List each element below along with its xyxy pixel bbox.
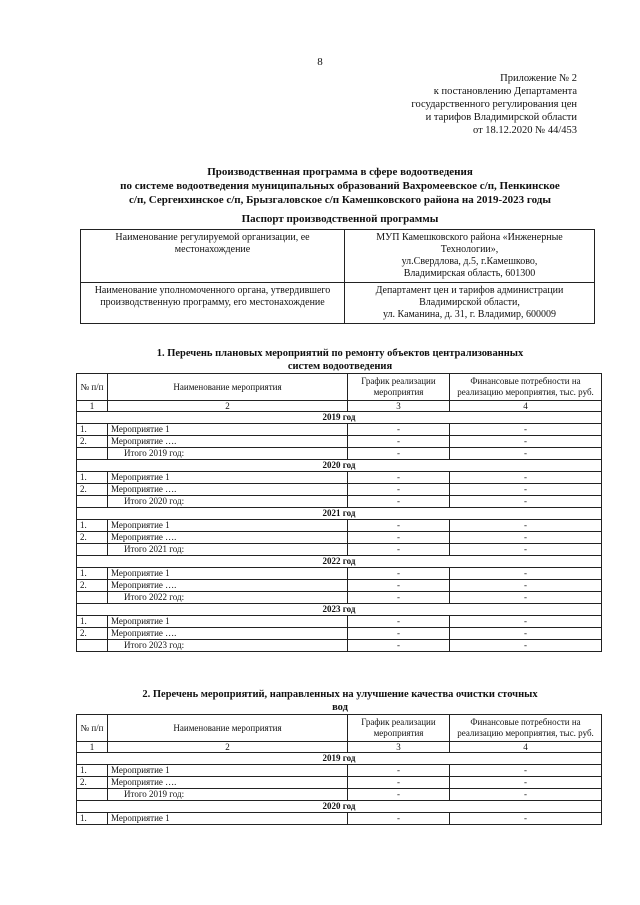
passport-row	[81, 283, 595, 324]
table-row	[77, 520, 602, 532]
activity-schedule: -	[348, 424, 450, 436]
total-row	[77, 640, 602, 652]
activity-finance: -	[450, 628, 602, 640]
row-number: 2.	[77, 532, 108, 544]
total-finance: -	[450, 640, 602, 652]
table-row	[77, 777, 602, 789]
table-row	[77, 532, 602, 544]
total-num-cell	[77, 544, 108, 556]
header-name: Наименование мероприятия	[108, 374, 348, 401]
activity-schedule: -	[348, 436, 450, 448]
activity-name: Мероприятие ….	[108, 532, 348, 544]
activity-name: Мероприятие 1	[108, 472, 348, 484]
activity-name: Мероприятие 1	[108, 568, 348, 580]
passport-value	[345, 283, 595, 324]
activity-finance: -	[450, 472, 602, 484]
document-title	[60, 165, 620, 207]
total-label: Итого 2021 год:	[108, 544, 348, 556]
activity-finance: -	[450, 813, 602, 825]
table-row	[77, 484, 602, 496]
total-schedule: -	[348, 592, 450, 604]
total-label: Итого 2023 год:	[108, 640, 348, 652]
row-number: 1.	[77, 813, 108, 825]
table-row	[77, 436, 602, 448]
passport-value-line: Владимирской области,	[419, 297, 520, 308]
activity-schedule: -	[348, 616, 450, 628]
year-row	[77, 801, 602, 813]
annex-line: и тарифов Владимирской области	[425, 112, 577, 123]
section-1-table	[76, 373, 602, 652]
row-number: 2.	[77, 436, 108, 448]
total-label: Итого 2020 год:	[108, 496, 348, 508]
total-finance: -	[450, 592, 602, 604]
row-number: 1.	[77, 520, 108, 532]
activity-finance: -	[450, 532, 602, 544]
table-header-row	[77, 374, 602, 401]
year-label: 2021 год	[77, 508, 602, 520]
activity-finance: -	[450, 424, 602, 436]
total-num-cell	[77, 592, 108, 604]
header-schedule: График реализации мероприятия	[348, 715, 450, 742]
passport-label: Наименование регулируемой организации, ее местонахождение	[81, 230, 345, 283]
total-schedule: -	[348, 496, 450, 508]
total-label: Итого 2022 год:	[108, 592, 348, 604]
activity-name: Мероприятие 1	[108, 520, 348, 532]
title-line: с/п, Сергеихинское с/п, Брызгаловское с/п Камешковского района на 2019-2023 годы	[129, 194, 551, 206]
year-label: 2020 год	[77, 801, 602, 813]
total-label: Итого 2019 год:	[108, 448, 348, 460]
header-finance: Финансовые потребности на реализацию мероприятия, тыс. руб.	[450, 715, 602, 742]
year-label: 2023 год	[77, 604, 602, 616]
passport-table	[80, 229, 595, 324]
activity-finance: -	[450, 520, 602, 532]
activity-finance: -	[450, 436, 602, 448]
activity-finance: -	[450, 765, 602, 777]
year-label: 2019 год	[77, 753, 602, 765]
title-line: по системе водоотведения муниципальных образований Вахромеевское с/п, Пенкинское	[120, 180, 560, 192]
total-num-cell	[77, 496, 108, 508]
total-row	[77, 448, 602, 460]
activity-finance: -	[450, 484, 602, 496]
section-heading-line: 1. Перечень плановых мероприятий по ремонту объектов централизованных	[156, 348, 524, 359]
activity-schedule: -	[348, 765, 450, 777]
annex-line: Приложение № 2	[500, 73, 577, 84]
year-row	[77, 556, 602, 568]
column-number-row	[77, 742, 602, 753]
header-finance: Финансовые потребности на реализацию мероприятия, тыс. руб.	[450, 374, 602, 401]
total-row	[77, 544, 602, 556]
total-row	[77, 789, 602, 801]
page-number: 8	[317, 56, 323, 68]
row-number: 1.	[77, 424, 108, 436]
row-number: 1.	[77, 472, 108, 484]
year-row	[77, 604, 602, 616]
column-number: 4	[450, 401, 602, 412]
total-schedule: -	[348, 544, 450, 556]
table-header-row	[77, 715, 602, 742]
passport-label: Наименование уполномоченного органа, утвердившего производственную программу, его местонахождение	[81, 283, 345, 324]
header-schedule: График реализации мероприятия	[348, 374, 450, 401]
year-row	[77, 508, 602, 520]
passport-title: Паспорт производственной программы	[241, 213, 439, 225]
table-row	[77, 628, 602, 640]
activity-schedule: -	[348, 568, 450, 580]
passport-value-line: ул.Свердлова, д.5, г.Камешково,	[401, 256, 538, 267]
activity-name: Мероприятие ….	[108, 628, 348, 640]
row-number: 1.	[77, 616, 108, 628]
column-number: 1	[77, 401, 108, 412]
activity-schedule: -	[348, 813, 450, 825]
total-row	[77, 496, 602, 508]
row-number: 2.	[77, 580, 108, 592]
activity-finance: -	[450, 580, 602, 592]
year-label: 2020 год	[77, 460, 602, 472]
passport-value-line: Департамент цен и тарифов администрации	[375, 285, 564, 296]
year-row	[77, 753, 602, 765]
total-finance: -	[450, 789, 602, 801]
total-num-cell	[77, 789, 108, 801]
activity-name: Мероприятие ….	[108, 580, 348, 592]
total-schedule: -	[348, 789, 450, 801]
year-row	[77, 412, 602, 424]
total-finance: -	[450, 448, 602, 460]
activity-name: Мероприятие ….	[108, 484, 348, 496]
activity-name: Мероприятие 1	[108, 616, 348, 628]
year-label: 2019 год	[77, 412, 602, 424]
header-name: Наименование мероприятия	[108, 715, 348, 742]
activity-schedule: -	[348, 472, 450, 484]
annex-line: к постановлению Департамента	[433, 86, 577, 97]
year-row	[77, 460, 602, 472]
total-row	[77, 592, 602, 604]
activity-schedule: -	[348, 580, 450, 592]
table-row	[77, 765, 602, 777]
passport-value-line: ул. Каманина, д. 31, г. Владимир, 600009	[383, 309, 556, 320]
activity-name: Мероприятие 1	[108, 765, 348, 777]
section-2-table	[76, 714, 602, 825]
passport-value-line: МУП Камешковского района «Инженерные Технологии»,	[376, 232, 563, 255]
table-row	[77, 616, 602, 628]
row-number: 2.	[77, 484, 108, 496]
passport-value	[345, 230, 595, 283]
table-row	[77, 813, 602, 825]
row-number: 2.	[77, 628, 108, 640]
annex-line: от 18.12.2020 № 44/453	[472, 125, 577, 136]
section-1-heading	[60, 347, 620, 373]
total-schedule: -	[348, 640, 450, 652]
activity-finance: -	[450, 616, 602, 628]
activity-schedule: -	[348, 777, 450, 789]
total-label: Итого 2019 год:	[108, 789, 348, 801]
table-row	[77, 472, 602, 484]
column-number: 4	[450, 742, 602, 753]
annex-line: государственного регулирования цен	[411, 99, 577, 110]
section-heading-line: вод	[332, 702, 348, 713]
activity-name: Мероприятие 1	[108, 813, 348, 825]
activity-name: Мероприятие ….	[108, 436, 348, 448]
table-row	[77, 568, 602, 580]
total-num-cell	[77, 640, 108, 652]
header-num: № п/п	[77, 715, 108, 742]
table-row	[77, 580, 602, 592]
passport-row	[81, 230, 595, 283]
section-heading-line: 2. Перечень мероприятий, направленных на улучшение качества очистки сточных	[142, 689, 538, 700]
total-num-cell	[77, 448, 108, 460]
activity-finance: -	[450, 568, 602, 580]
total-finance: -	[450, 544, 602, 556]
activity-schedule: -	[348, 484, 450, 496]
header-num: № п/п	[77, 374, 108, 401]
row-number: 1.	[77, 568, 108, 580]
activity-name: Мероприятие ….	[108, 777, 348, 789]
total-schedule: -	[348, 448, 450, 460]
column-number: 1	[77, 742, 108, 753]
column-number: 3	[348, 742, 450, 753]
row-number: 2.	[77, 777, 108, 789]
row-number: 1.	[77, 765, 108, 777]
total-finance: -	[450, 496, 602, 508]
column-number-row	[77, 401, 602, 412]
section-heading-line: систем водоотведения	[287, 361, 393, 372]
year-label: 2022 год	[77, 556, 602, 568]
annex-header	[362, 72, 577, 137]
title-line: Производственная программа в сфере водоотведения	[207, 166, 473, 178]
activity-schedule: -	[348, 520, 450, 532]
activity-schedule: -	[348, 532, 450, 544]
passport-value-line: Владимирская область, 601300	[403, 268, 536, 279]
section-2-heading	[60, 688, 620, 714]
activity-name: Мероприятие 1	[108, 424, 348, 436]
column-number: 3	[348, 401, 450, 412]
activity-finance: -	[450, 777, 602, 789]
table-row	[77, 424, 602, 436]
activity-schedule: -	[348, 628, 450, 640]
column-number: 2	[108, 742, 348, 753]
column-number: 2	[108, 401, 348, 412]
